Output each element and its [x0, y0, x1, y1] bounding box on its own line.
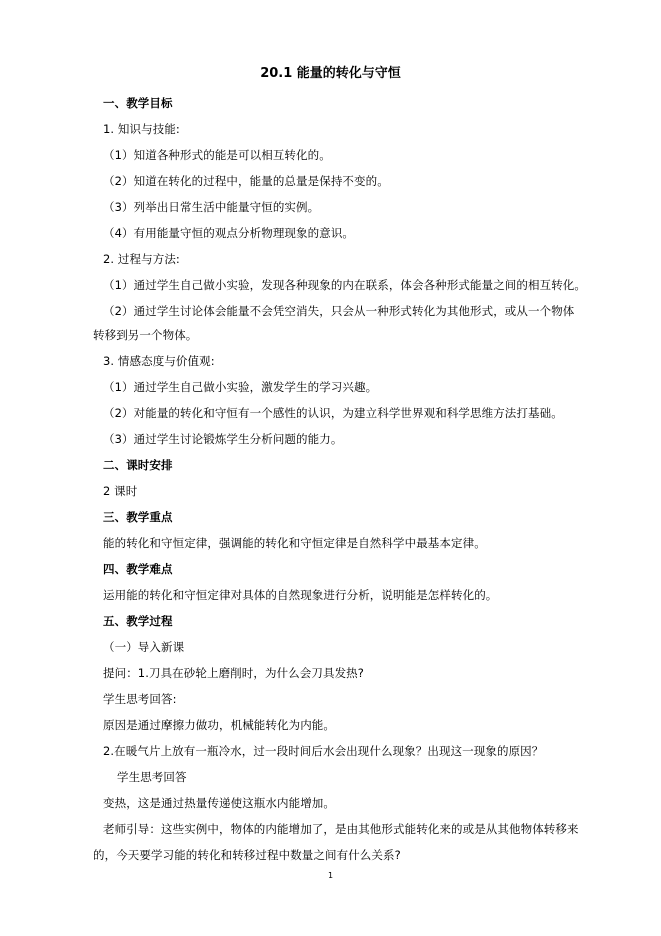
paragraph-line: 能的转化和守恒定律，强调能的转化和守恒定律是自然科学中最基本定律。	[103, 536, 486, 550]
paragraph-line: （1）知道各种形式的能是可以相互转化的。	[103, 148, 331, 162]
heading-teaching-process: 五、教学过程	[103, 614, 173, 628]
paragraph-line: （2）对能量的转化和守恒有一个感性的认识，为建立科学世界观和科学思维方法打基础。	[103, 406, 563, 420]
paragraph-line: 的，今天要学习能的转化和转移过程中数量之间有什么关系?	[93, 848, 401, 862]
subheading-knowledge-skills: 1. 知识与技能:	[103, 122, 180, 136]
paragraph-line: 学生思考回答:	[103, 692, 177, 706]
document-title: 20.1 能量的转化与守恒	[260, 66, 401, 81]
subheading-introduction: （一）导入新课	[103, 640, 185, 654]
paragraph-line: （3）通过学生讨论锻炼学生分析问题的能力。	[103, 432, 343, 446]
paragraph-line: （1）通过学生自己做小实验，发现各种现象的内在联系，体会各种形式能量之间的相互转化。	[103, 278, 587, 292]
paragraph-line: （2）通过学生讨论体会能量不会凭空消失，只会从一种形式转化为其他形式，或从一个物体	[103, 304, 575, 318]
paragraph-line: 提问：1.刀具在砂轮上磨削时，为什么会刀具发热?	[103, 666, 364, 680]
subheading-attitudes-values: 3. 情感态度与价值观:	[103, 354, 215, 368]
page-number: 1	[327, 871, 334, 880]
paragraph-line: 2 课时	[103, 484, 138, 498]
heading-key-points: 三、教学重点	[103, 510, 173, 524]
paragraph-line: 学生思考回答	[117, 770, 187, 784]
paragraph-line: 变热，这是通过热量传递使这瓶水内能增加。	[103, 796, 335, 810]
heading-class-schedule: 二、课时安排	[103, 458, 173, 472]
paragraph-line: 老师引导：这些实例中，物体的内能增加了，是由其他形式能转化来的或是从其他物体转移来	[103, 822, 579, 836]
paragraph-line: （2）知道在转化的过程中，能量的总量是保持不变的。	[103, 174, 389, 188]
paragraph-line: 原因是通过摩擦力做功，机械能转化为内能。	[103, 718, 335, 732]
paragraph-line: （1）通过学生自己做小实验，激发学生的学习兴趣。	[103, 380, 378, 394]
paragraph-line: 转移到另一个物体。	[93, 328, 198, 342]
heading-difficulties: 四、教学难点	[103, 562, 173, 576]
subheading-process-methods: 2. 过程与方法:	[103, 252, 180, 266]
paragraph-line: 运用能的转化和守恒定律对具体的自然现象进行分析，说明能是怎样转化的。	[103, 588, 498, 602]
paragraph-line: 2.在暖气片上放有一瓶冷水，过一段时间后水会出现什么现象？出现这一现象的原因？	[103, 744, 544, 758]
heading-teaching-objectives: 一、教学目标	[103, 96, 173, 110]
paragraph-line: （4）有用能量守恒的观点分析物理现象的意识。	[103, 226, 355, 240]
paragraph-line: （3）列举出日常生活中能量守恒的实例。	[103, 200, 320, 214]
